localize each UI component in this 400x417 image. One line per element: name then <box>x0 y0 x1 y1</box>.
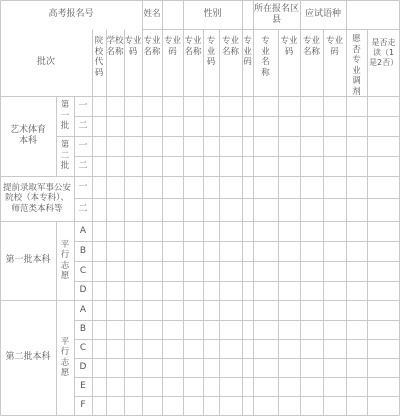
arts-seq-4: 二 <box>78 160 88 171</box>
second-batch-letter-c: C <box>79 343 87 353</box>
exam-subject-label: 应试语种 <box>304 9 341 19</box>
major-code-header-4: 专业码 <box>243 36 252 67</box>
first-batch-letter-b: B <box>79 245 87 256</box>
major-code-header-3: 专业码 <box>206 36 216 67</box>
first-batch-label: 第一批本科 <box>5 255 51 265</box>
first-batch-parallel-label: 平行志愿 <box>60 239 70 281</box>
major-name-header-1: 专业名称 <box>143 36 161 57</box>
major-code-header-2: 专业码 <box>163 36 181 57</box>
major-name-header-2: 专业名称 <box>184 36 202 57</box>
school-name-header: 学校名称 <box>106 36 124 57</box>
arts-sports-label: 艺术体育本科 <box>9 125 46 146</box>
arts-seq-2: 二 <box>78 120 88 131</box>
arts-batch-1-label: 第一批 <box>60 100 70 132</box>
district-label: 所在报名区县 <box>253 3 299 25</box>
early-seq-1: 一 <box>78 181 88 192</box>
first-batch-letter-d: D <box>79 285 87 295</box>
second-batch-letter-b: B <box>79 324 87 334</box>
major-name-header-3: 专业名称 <box>221 36 239 57</box>
early-admission-label: 提前录取军事公安院校（本专科）、师范类本科等 <box>2 182 71 214</box>
major-code-header-6: 专业码 <box>325 36 343 57</box>
arts-batch-2-label: 第二批 <box>60 140 70 172</box>
batch-column-label: 批次 <box>36 57 55 67</box>
name-label: 姓名 <box>143 9 161 20</box>
exam-number-label: 高考报名号 <box>48 9 94 19</box>
first-batch-letter-a: A <box>79 225 87 236</box>
major-name-header-5: 专业名称 <box>302 36 320 57</box>
first-batch-letter-c: C <box>79 265 87 276</box>
major-code-header-5: 专业码 <box>280 36 298 57</box>
second-batch-letter-e: E <box>80 381 86 391</box>
obey-header: 是否走读（1是2否） <box>369 38 399 67</box>
major-name-header-4: 专业名称 <box>261 36 270 78</box>
second-batch-label: 第二批本科 <box>5 352 51 362</box>
gender-label: 性别 <box>203 9 222 19</box>
arts-seq-3: 一 <box>78 140 88 151</box>
early-seq-2: 二 <box>78 204 88 214</box>
second-batch-letter-d: D <box>79 362 87 372</box>
major-code-header-1: 专业码 <box>124 36 142 57</box>
second-batch-parallel-label: 平行志愿 <box>60 336 70 378</box>
second-batch-letter-f: F <box>80 400 86 410</box>
second-batch-letter-a: A <box>79 304 87 315</box>
arts-seq-1: 一 <box>78 100 88 111</box>
institution-code-header: 院校代码 <box>94 36 104 78</box>
adjustment-header: 愿否专业调剂 <box>352 34 361 97</box>
